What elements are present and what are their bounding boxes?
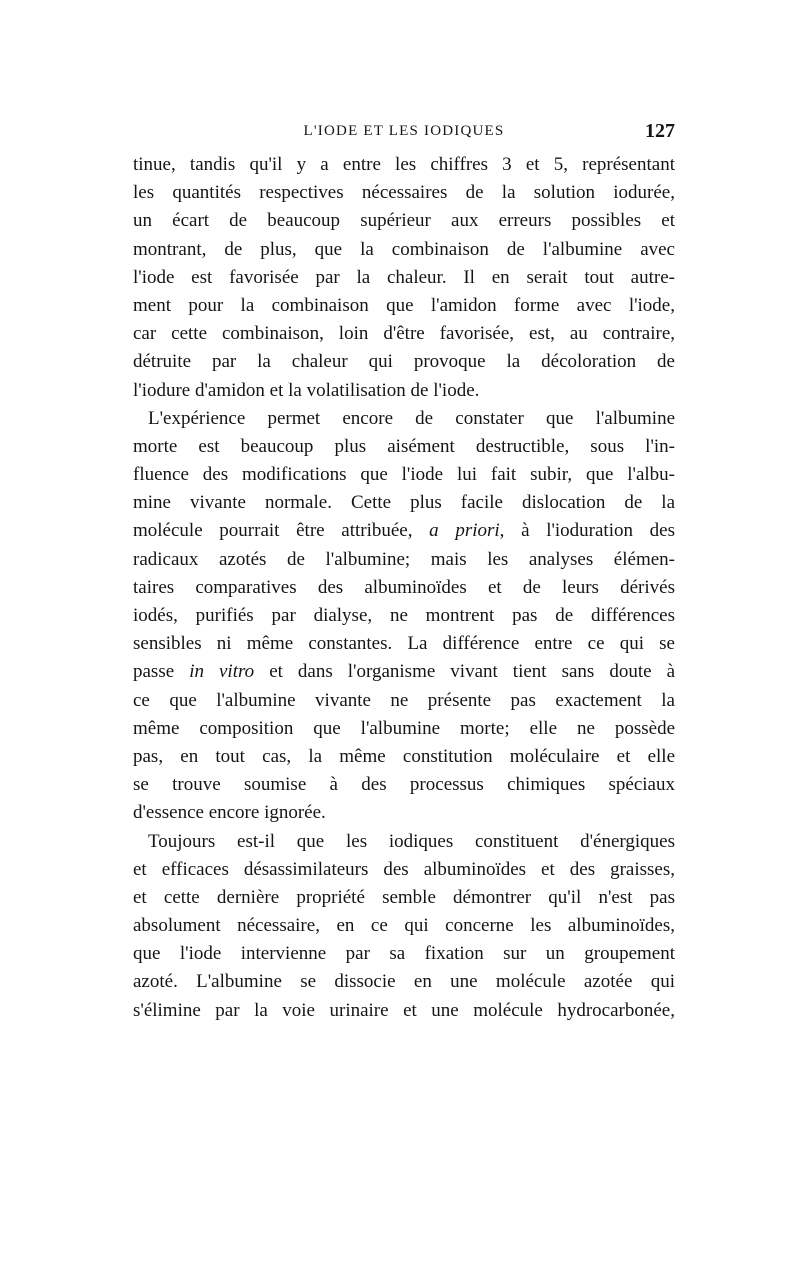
text-line: Toujours est-il que les iodiques constituent d'énergiques [148,830,675,852]
text-line: pas, en tout cas, la même constitution moléculaire et elle [133,745,675,767]
text-segment: molécule pourrait être attribuée, [133,520,430,542]
running-head [133,118,675,144]
text-line: et cette dernière propriété semble démontrer qu'il n'est pas [133,886,675,908]
text-segment: passe [133,661,190,683]
text-line: un écart de beaucoup supérieur aux erreurs possibles et [133,210,675,232]
text-line: car cette combinaison, loin d'être favorisée, est, au contraire, [133,323,675,345]
paragraph [133,828,675,1025]
text-line: l'iodure d'amidon et la volatilisation de l'iode. [133,379,480,401]
text-line: taires comparatives des albuminoïdes et de leurs dérivés [133,576,675,598]
text-line: détruite par la chaleur qui provoque la décoloration de [133,351,675,373]
italic-phrase: a priori [429,520,500,542]
text-segment: , à l'ioduration des [499,520,675,542]
text-line: morte est beaucoup plus aisément destructible, sous l'in- [133,435,675,457]
text-line: s'élimine par la voie urinaire et une molécule hydrocarbonée, [133,999,675,1021]
text-line [133,658,675,686]
text-line: sensibles ni même constantes. La différence entre ce qui se [133,633,675,655]
running-title: L'IODE ET LES IODIQUES [303,123,505,139]
paragraph [133,405,675,828]
text-line: les quantités respectives nécessaires de la solution iodurée, [133,182,675,204]
text-line: même composition que l'albumine morte; elle ne possède [133,717,675,739]
text-line: iodés, purifiés par dialyse, ne montrent pas de différences [133,605,675,626]
text-line: que l'iode intervienne par sa fixation sur un groupement [133,943,675,965]
text-segment: et dans l'organisme vivant tient sans doute à [254,661,676,683]
text-line: fluence des modifications que l'iode lui fait subir, que l'albu- [133,464,675,486]
text-line: absolument nécessaire, en ce qui concerne les albuminoïdes, [133,915,675,937]
italic-phrase: in vitro [189,661,255,683]
text-line: radicaux azotés de l'albumine; mais les analyses élémen- [133,548,675,570]
text-line: l'iode est favorisée par la chaleur. Il en serait tout autre- [133,266,675,288]
paragraph [133,151,675,405]
text-line: tinue, tandis qu'il y a entre les chiffres 3 et 5, représentant [133,154,675,175]
text-line: montrant, de plus, que la combinaison de l'albumine avec [133,238,675,260]
text-line: ce que l'albumine vivante ne présente pas exactement la [133,689,675,711]
text-line: et efficaces désassimilateurs des albuminoïdes et des graisses, [133,858,675,880]
text-line: ment pour la combinaison que l'amidon forme avec l'iode, [133,294,675,316]
text-line: L'expérience permet encore de constater que l'albumine [148,407,675,429]
page-number: 127 [645,120,675,142]
text-line: se trouve soumise à des processus chimiques spéciaux [133,774,675,796]
text-line: azoté. L'albumine se dissocie en une molécule azotée qui [133,971,675,993]
text-line [133,517,675,545]
body-text [133,151,675,1025]
text-line: d'essence encore ignorée. [133,802,326,824]
text-line: mine vivante normale. Cette plus facile dislocation de la [133,492,675,514]
